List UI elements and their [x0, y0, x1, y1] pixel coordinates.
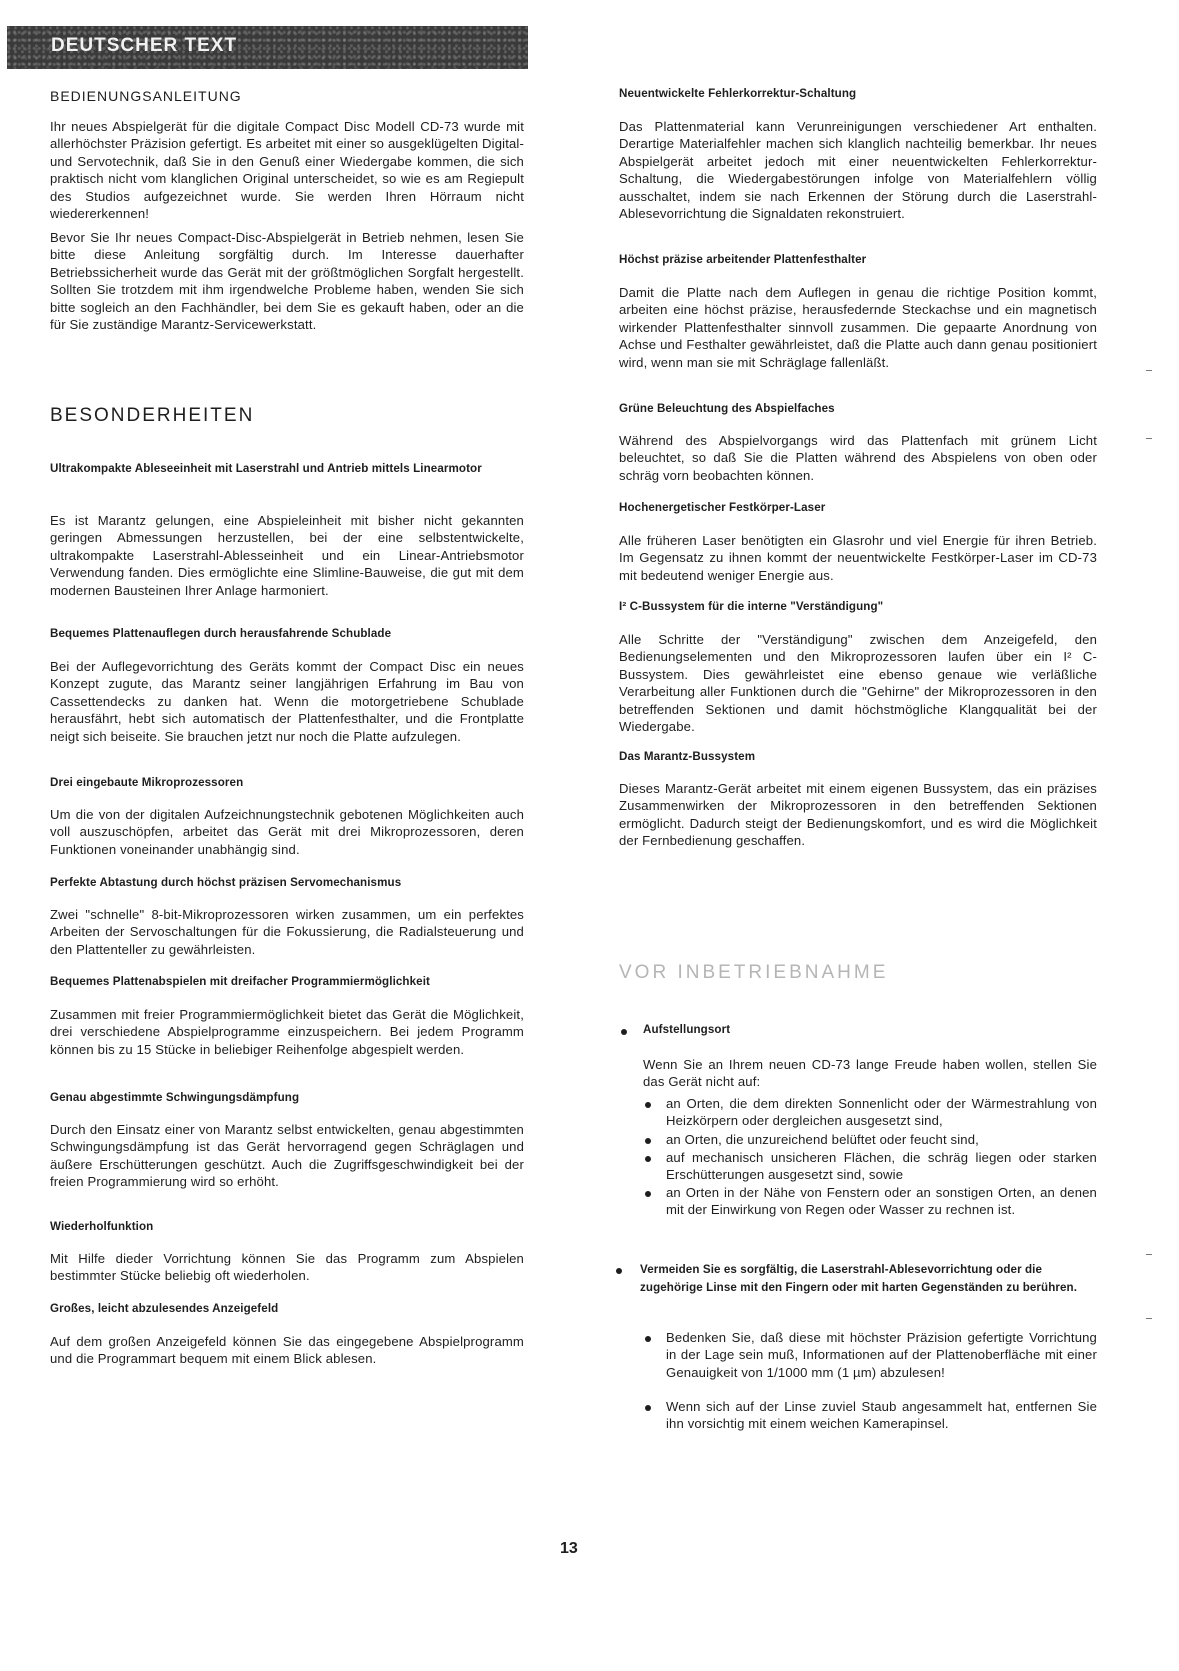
warning-item: Wenn sich auf der Linse zuviel Staub angesammelt hat, entfernen Sie ihn vorsichtig mit einem weichen Kamerapinsel.: [666, 1399, 1097, 1432]
feature-text-14: Dieses Marantz-Gerät arbeitet mit einem eigenen Bussystem, das ein präzises Zusammenwirken der Mikroprozessoren in den betreffenden Sektionen ermöglicht. Dadurch steigt der Bedienungskomfort, und es wird die Möglichkeit der Fernbedienung geschaffen.: [619, 781, 1097, 849]
feature-text-7: Mit Hilfe dieder Vorrichtung können Sie das Programm zum Abspielen bestimmter Stücke beliebig oft wiederholen.: [50, 1251, 524, 1284]
bullet-dot: [645, 1405, 651, 1411]
feature-title-11: Grüne Beleuchtung des Abspielfaches: [619, 402, 835, 415]
setup-intro: Wenn Sie an Ihrem neuen CD-73 lange Freude haben wollen, stellen Sie das Gerät nicht auf:: [643, 1057, 1097, 1090]
setup-item: an Orten, die unzureichend belüftet oder feucht sind,: [666, 1132, 979, 1147]
feature-title-10: Höchst präzise arbeitender Plattenfesthalter: [619, 253, 867, 266]
warning-title: Vermeiden Sie es sorgfältig, die Laserstrahl-Ablesevorrichtung oder die zugehörige Linse mit den Fingern oder mit harten Gegenständen zu berühren.: [640, 1263, 1078, 1294]
setup-item: an Orten, die dem direkten Sonnenlicht oder der Wärmestrahlung von Heizkörpern oder dergleichen ausgesetzt sind,: [666, 1096, 1097, 1129]
feature-text-1: Es ist Marantz gelungen, eine Abspieleinheit mit bisher nicht gekannten geringen Abmessungen herzustellen, bei der eine selbstentwickelte, ultrakompakte Laserstrahl-Ablesseinheit und ein Linear-Antriebsmotor Verwendung fanden. Dies ermöglichte eine Slimline-Bauweise, die gut mit dem modernen Bausteinen Ihrer Anlage harmoniert.: [50, 513, 524, 598]
section-title-setup: VOR INBETRIEBNAHME: [619, 962, 889, 983]
feature-text-8: Auf dem großen Anzeigefeld können Sie das eingegebene Abspielprogramm und die Programmart bequem mit einem Blick ablesen.: [50, 1334, 524, 1367]
intro-paragraph-2: Bevor Sie Ihr neues Compact-Disc-Abspielgerät in Betrieb nehmen, lesen Sie bitte diese Anleitung sorgfältig durch. Im Interesse dauerhafter Betriebssicherheit wurde das Gerät mit der größtmöglichen Sorgfalt hergestellt. Sollten Sie trotzdem mit ihm irgendwelche Probleme haben, wenden Sie sich bitte sogleich an den Fachhändler, bei dem Sie es gekauft haben, oder an die für Sie zuständige Marantz-Servicewerkstatt.: [50, 230, 524, 333]
feature-title-4: Perfekte Abtastung durch höchst präzisen Servomechanismus: [50, 876, 402, 889]
feature-text-5: Zusammen mit freier Programmiermöglichkeit bietet das Gerät die Möglichkeit, drei verschiedene Abspielprogramme einzuspeichern. Bei jedem Programm können bis zu 15 Stücke in beliebiger Reihenfolge abgespielt werden.: [50, 1007, 524, 1057]
setup-title: Aufstellungsort: [643, 1023, 731, 1036]
scan-mark: [1146, 438, 1152, 439]
feature-title-3: Drei eingebaute Mikroprozessoren: [50, 776, 244, 789]
feature-text-10: Damit die Platte nach dem Auflegen in genau die richtige Position kommt, arbeiten eine höchst präzise, herausfedernde Steckachse und ein magnetisch wirkender Plattenfesthalter sinnvoll zusammen. Die gepaarte Anordnung von Achse und Festhalter gewährleistet, daß die Platte auch dann genau positioniert wird, wenn man sie mit Schräglage fallenläßt.: [619, 285, 1097, 370]
feature-title-1: Ultrakompakte Ableseeinheit mit Laserstrahl und Antrieb mittels Linearmotor: [50, 462, 482, 475]
feature-text-6: Durch den Einsatz einer von Marantz selbst entwickelten, genau abgestimmten Schwingungsdämpfung ist das Gerät hervorragend gegen Schräglagen und äußere Erschütterungen geschützt. Auch die Zugriffsgeschwindigkeit bei der freien Programmierung wird so erhöht.: [50, 1122, 524, 1190]
section-title-features: BESONDERHEITEN: [50, 405, 255, 426]
scan-mark: [1146, 1254, 1152, 1255]
feature-title-8: Großes, leicht abzulesendes Anzeigefeld: [50, 1302, 279, 1315]
bullet-dot: [621, 1029, 627, 1035]
bullet-dot: [645, 1102, 651, 1108]
feature-text-12: Alle früheren Laser benötigten ein Glasrohr und viel Energie für ihren Betrieb. Im Gegensatz zu ihnen kommt der neuentwickelte Festkörper-Laser im CD-73 mit bedeutend weniger Energie aus.: [619, 533, 1097, 583]
feature-title-12: Hochenergetischer Festkörper-Laser: [619, 501, 826, 514]
feature-text-2: Bei der Auflegevorrichtung des Geräts kommt der Compact Disc ein neues Konzept zugute, das Marantz seiner langjährigen Erfahrung im Bau von Cassettendecks zu danken hat. Wenn die motorgetriebene Schublade herausfährt, hebt sich automatisch der Plattenfesthalter, und die Frontplatte neigt sich beiseite. Sie brauchen jetzt nur noch die Platte aufzulegen.: [50, 659, 524, 744]
setup-item: auf mechanisch unsicheren Flächen, die schräg liegen oder starken Erschütterungen ausgesetzt sind, sowie: [666, 1150, 1097, 1183]
feature-text-9: Das Plattenmaterial kann Verunreinigungen verschiedener Art enthalten. Derartige Materialfehler machen sich klanglich nachteilig bemerkbar. Ihr neues Abspielgerät arbeitet jedoch mit einer neuentwickelten Fehlerkorrektur-Schaltung, die Wiedergabestörungen infolge von Materialfehlern völlig ausschaltet, indem sie nach Erkennen der Störung durch die Laserstrahl-Ablesevorrichtung die Signaldaten rekonstruiert.: [619, 119, 1097, 222]
intro-paragraph-1: Ihr neues Abspielgerät für die digitale Compact Disc Modell CD-73 wurde mit allerhöchster Präzision gefertigt. Es arbeitet mit einer so ausgeklügelten Digital- und Servotechnik, daß Sie in den Genuß einer Wiedergabe kommen, die sich praktisch nicht vom klanglichen Original unterscheidet, so wie es am Regiepult des Studios aufgezeichnet wurde. Sie werden Ihren Hörraum nicht wiedererkennen!: [50, 119, 524, 222]
warning-item: Bedenken Sie, daß diese mit höchster Präzision gefertigte Vorrichtung in der Lage sein muß, Informationen auf der Plattenoberfläche mit einer Genauigkeit von 1/1000 mm (1 µm) abzulesen!: [666, 1330, 1097, 1380]
banner-title: DEUTSCHER TEXT: [51, 35, 238, 56]
bullet-dot: [616, 1268, 622, 1274]
feature-title-6: Genau abgestimmte Schwingungsdämpfung: [50, 1091, 300, 1104]
page-number: 13: [560, 1540, 578, 1557]
section-banner: [7, 26, 528, 69]
feature-title-9: Neuentwickelte Fehlerkorrektur-Schaltung: [619, 87, 857, 100]
bullet-dot: [645, 1336, 651, 1342]
setup-item: an Orten in der Nähe von Fenstern oder an sonstigen Orten, an denen mit der Einwirkung von Regen oder Wasser zu rechnen ist.: [666, 1185, 1097, 1218]
manual-heading: BEDIENUNGSANLEITUNG: [50, 88, 242, 104]
feature-title-14: Das Marantz-Bussystem: [619, 750, 756, 763]
feature-text-11: Während des Abspielvorgangs wird das Plattenfach mit grünem Licht beleuchtet, so daß Sie die Platten während des Abspielens von oben oder schräg vorn beobachten können.: [619, 433, 1097, 483]
scan-mark: [1146, 370, 1152, 371]
bullet-dot: [645, 1138, 651, 1144]
feature-title-2: Bequemes Plattenauflegen durch herausfahrende Schublade: [50, 627, 392, 640]
feature-text-3: Um die von der digitalen Aufzeichnungstechnik gebotenen Möglichkeiten auch voll auszuschöpfen, arbeitet das Gerät mit drei Mikroprozessoren, deren Funktionen voneinander unabhängig sind.: [50, 807, 524, 857]
scan-mark: [1146, 1318, 1152, 1319]
feature-title-7: Wiederholfunktion: [50, 1220, 154, 1233]
feature-title-13: I² C-Bussystem für die interne "Verständigung": [619, 600, 884, 613]
feature-title-5: Bequemes Plattenabspielen mit dreifacher Programmiermöglichkeit: [50, 975, 430, 988]
bullet-dot: [645, 1191, 651, 1197]
bullet-dot: [645, 1156, 651, 1162]
feature-text-4: Zwei "schnelle" 8-bit-Mikroprozessoren wirken zusammen, um ein perfektes Arbeiten der Servoschaltungen für die Fokussierung, die Radialsteuerung und den Plattenteller zu gewährleisten.: [50, 907, 524, 957]
feature-text-13: Alle Schritte der "Verständigung" zwischen dem Anzeigefeld, den Bedienungselementen und den Mikroprozessoren laufen über ein I² C-Bussystem. Dies gewährleistet eine ebenso genaue wie verläßliche Verarbeitung aller Funktionen durch die "Gehirne" der Mikroprozessoren in den betreffenden Sektionen und damit höchstmögliche Klangqualität bei der Wiedergabe.: [619, 632, 1097, 735]
